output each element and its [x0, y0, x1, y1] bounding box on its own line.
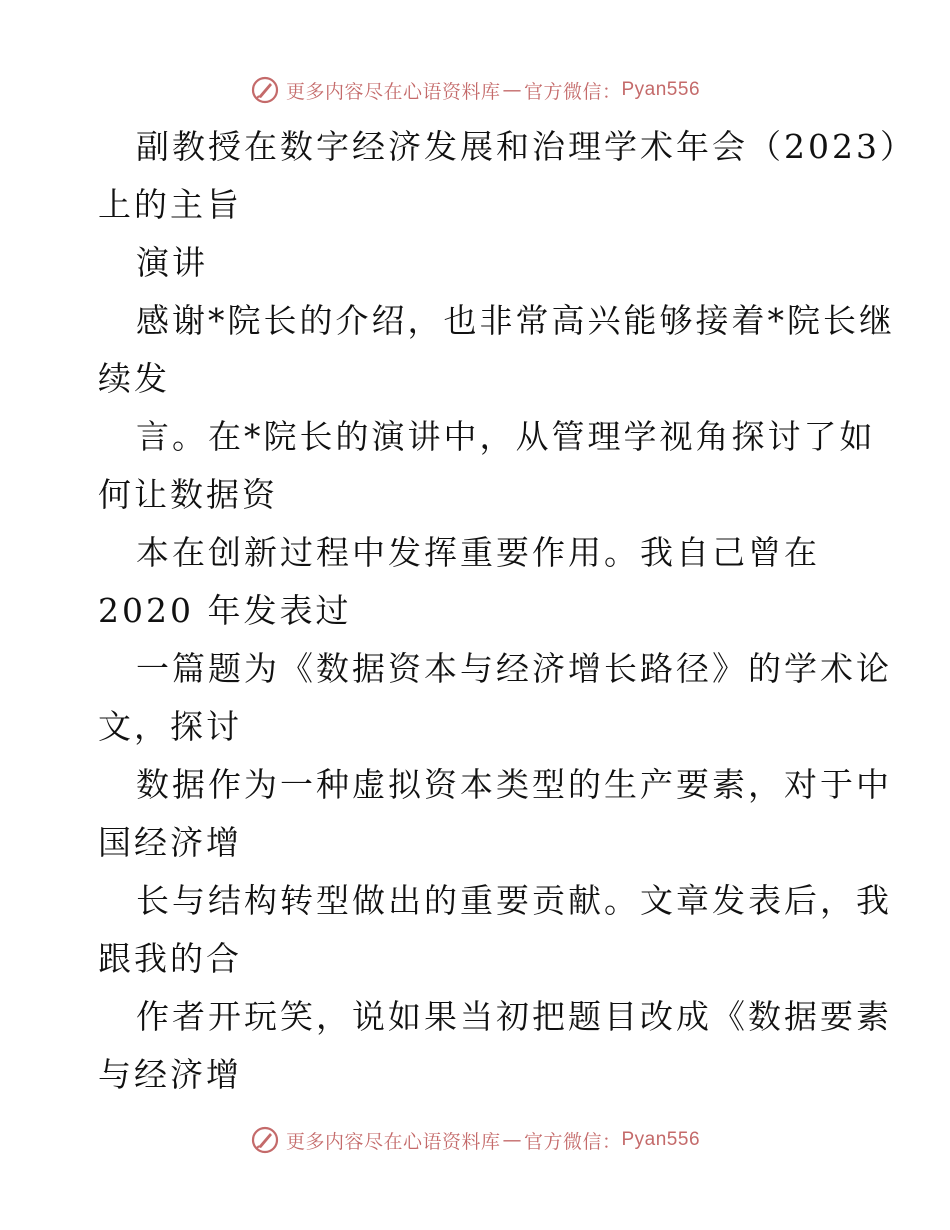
text-line: 国经济增: [98, 823, 242, 862]
text-line: 跟我的合: [98, 939, 242, 978]
text-line: 作者开玩笑，说如果当初把题目改成《数据要素: [136, 997, 892, 1036]
quill-logo-icon: [250, 1125, 280, 1155]
text-line: 文，探讨: [98, 707, 242, 746]
watermark-wechat-id: Pyan556: [621, 1129, 701, 1150]
text-line: 本在创新过程中发挥重要作用。我自己曾在: [136, 533, 820, 572]
watermark-separator: —: [502, 1129, 522, 1151]
text-line: 长与结构转型做出的重要贡献。文章发表后，我: [136, 881, 892, 920]
watermark-wechat-id: Pyan556: [621, 79, 701, 100]
text-line: 上的主旨: [98, 185, 242, 224]
text-line: 演讲: [136, 243, 208, 282]
text-line: 感谢*院长的介绍，也非常高兴能够接着*院长继: [136, 301, 895, 340]
document-body: [98, 118, 916, 1104]
text-line: 一篇题为《数据资本与经济增长路径》的学术论: [136, 649, 892, 688]
text-line: 何让数据资: [98, 475, 278, 514]
text-line: 与经济增: [98, 1055, 242, 1094]
watermark-site-text: 更多内容尽在心语资料库: [285, 1130, 501, 1153]
text-line: 续发: [98, 359, 170, 398]
footer-watermark: [0, 1120, 950, 1160]
watermark-site-text: 更多内容尽在心语资料库: [285, 80, 501, 103]
text-line: 副教授在数字经济发展和治理学术年会（2023）: [136, 127, 916, 166]
watermark-separator: —: [502, 79, 522, 101]
text-line: 2020 年发表过: [98, 591, 352, 630]
quill-logo-icon: [250, 75, 280, 105]
watermark-wechat-label: 官方微信：: [523, 1130, 622, 1153]
header-watermark: [0, 70, 950, 110]
text-line: 数据作为一种虚拟资本类型的生产要素，对于中: [136, 765, 892, 804]
watermark-wechat-label: 官方微信：: [523, 80, 622, 103]
text-line: 言。在*院长的演讲中，从管理学视角探讨了如: [136, 417, 876, 456]
